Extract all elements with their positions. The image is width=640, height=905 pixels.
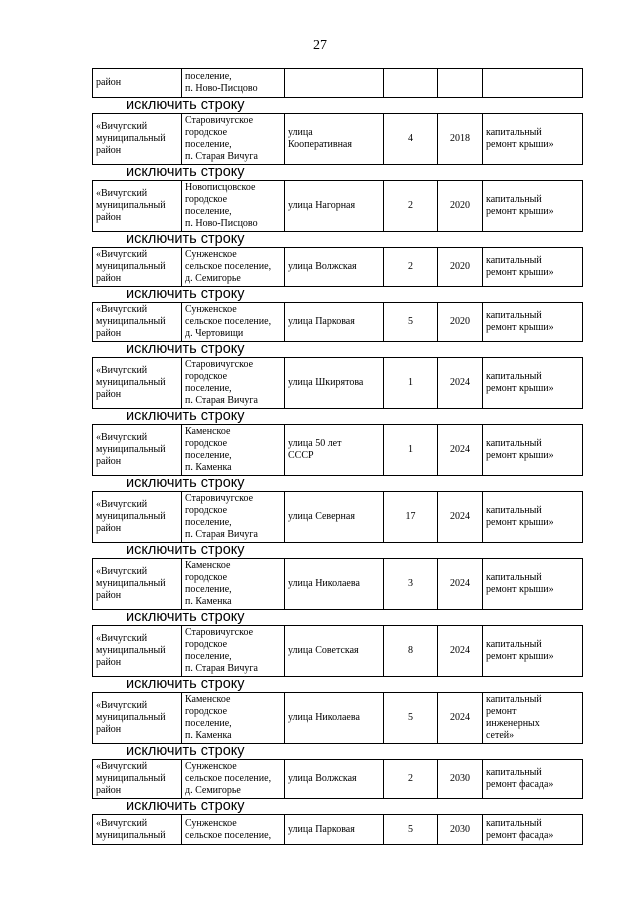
work-type-cell-line: ремонт крыши» (486, 206, 554, 217)
year-cell-line: 2024 (450, 578, 470, 589)
street-cell-line: улица Нагорная (288, 200, 356, 211)
settlement-cell-line: Сунженское (185, 249, 237, 260)
settlement-cell-line: городское (185, 639, 228, 650)
settlement-cell-line: п. Каменка (185, 730, 232, 741)
exclude-row-caption: исключить строку (126, 97, 245, 113)
settlement-cell-line: поселение, (185, 383, 232, 394)
year-cell (438, 181, 483, 232)
street-cell-line: улица 50 лет (288, 438, 342, 449)
settlement-cell (182, 69, 285, 98)
year-cell (438, 69, 483, 98)
house-number-cell (384, 303, 438, 342)
table-row (92, 759, 583, 799)
street-cell-line: улица Советская (288, 645, 359, 656)
street-cell (285, 181, 384, 232)
settlement-cell-line: городское (185, 371, 228, 382)
settlement-cell-line: поселение, (185, 450, 232, 461)
settlement-cell-line: городское (185, 706, 228, 717)
district-cell (93, 425, 182, 476)
work-type-cell (483, 626, 583, 677)
work-type-cell-line: ремонт крыши» (486, 584, 554, 595)
settlement-cell-line: д. Семигорье (185, 273, 241, 284)
street-cell (285, 626, 384, 677)
district-cell-line: «Вичугский (96, 817, 148, 829)
district-cell (93, 358, 182, 409)
work-type-cell-line: ремонт фасада» (486, 829, 554, 841)
street-cell (285, 69, 384, 98)
year-cell (438, 358, 483, 409)
table-row (92, 625, 583, 677)
district-cell (93, 693, 182, 744)
settlement-cell-line: городское (185, 127, 228, 138)
district-cell (93, 626, 182, 677)
settlement-cell-line: п. Каменка (185, 596, 232, 607)
district-cell-line: муниципальный (96, 316, 166, 327)
work-type-cell-line: ремонт (486, 706, 517, 717)
settlement-cell (182, 693, 285, 744)
year-cell (438, 693, 483, 744)
work-type-cell-line: ремонт крыши» (486, 517, 554, 528)
exclude-row-caption: исключить строку (126, 798, 245, 814)
settlement-cell-line: городское (185, 505, 228, 516)
district-cell-line: «Вичугский (96, 700, 148, 711)
year-cell-line: 2030 (450, 773, 470, 784)
year-cell (438, 114, 483, 165)
work-type-cell (483, 303, 583, 342)
settlement-cell-line: поселение, (185, 206, 232, 217)
street-cell (285, 815, 384, 845)
district-cell-line: «Вичугский (96, 566, 148, 577)
settlement-cell-line: п. Старая Вичуга (185, 395, 258, 406)
house-number-cell (384, 114, 438, 165)
exclude-row-caption: исключить строку (126, 609, 245, 625)
exclude-row-caption: исключить строку (126, 164, 245, 180)
year-cell (438, 760, 483, 799)
house-number-cell (384, 815, 438, 845)
settlement-cell-line: сельское поселение, (185, 829, 272, 841)
settlement-cell-line: д. Чертовищи (185, 328, 244, 339)
settlement-cell (182, 181, 285, 232)
settlement-cell-line: п. Старая Вичуга (185, 529, 258, 540)
work-type-cell-line: ремонт крыши» (486, 450, 554, 461)
district-cell (93, 248, 182, 287)
settlement-cell (182, 248, 285, 287)
work-type-cell-line: ремонт крыши» (486, 383, 554, 394)
district-cell-line: район (96, 273, 122, 284)
work-type-cell-line: ремонт крыши» (486, 322, 554, 333)
table-row (92, 68, 583, 98)
district-cell-line: муниципальный (96, 133, 166, 144)
district-cell (93, 559, 182, 610)
house-number-cell-line: 2 (408, 261, 413, 272)
district-cell-line: район (96, 590, 122, 601)
street-cell (285, 248, 384, 287)
work-type-cell-line: капитальный (486, 639, 542, 650)
house-number-cell-line: 5 (408, 316, 413, 327)
district-cell-line: «Вичугский (96, 304, 148, 315)
work-type-cell-line: капитальный (486, 194, 542, 205)
settlement-cell-line: Старовичугское (185, 493, 254, 504)
exclude-row-caption: исключить строку (126, 475, 245, 491)
street-cell (285, 425, 384, 476)
work-type-cell (483, 815, 583, 845)
year-cell-line: 2024 (450, 511, 470, 522)
house-number-cell-line: 5 (408, 712, 413, 723)
year-cell (438, 815, 483, 845)
settlement-cell (182, 559, 285, 610)
house-number-cell-line: 1 (408, 444, 413, 455)
year-cell (438, 248, 483, 287)
year-cell-line: 2020 (450, 200, 470, 211)
settlement-cell-line: п. Старая Вичуга (185, 151, 258, 162)
district-cell-line: район (96, 212, 122, 223)
settlement-cell-line: сельское поселение, (185, 773, 272, 784)
house-number-cell (384, 559, 438, 610)
settlement-cell-line: Старовичугское (185, 115, 254, 126)
district-cell-line: «Вичугский (96, 432, 148, 443)
work-type-cell (483, 559, 583, 610)
house-number-cell-line: 8 (408, 645, 413, 656)
year-cell-line: 2024 (450, 645, 470, 656)
work-type-cell (483, 114, 583, 165)
house-number-cell-line: 4 (408, 133, 413, 144)
street-cell-line: улица Шкирятова (288, 377, 364, 388)
district-cell-line: муниципальный (96, 200, 166, 211)
house-number-cell (384, 69, 438, 98)
district-cell (93, 760, 182, 799)
district-cell-line: «Вичугский (96, 188, 148, 199)
district-cell-line: «Вичугский (96, 633, 148, 644)
year-cell-line: 2018 (450, 133, 470, 144)
settlement-cell-line: Каменское (185, 560, 231, 571)
district-cell (93, 181, 182, 232)
table-row (92, 180, 583, 232)
work-type-cell-line: капитальный (486, 371, 542, 382)
district-cell-line: муниципальный (96, 444, 166, 455)
table-row (92, 814, 583, 845)
year-cell (438, 303, 483, 342)
street-cell-line: Кооперативная (288, 139, 352, 150)
house-number-cell (384, 760, 438, 799)
table-row (92, 357, 583, 409)
work-type-cell-line: ремонт крыши» (486, 267, 554, 278)
street-cell (285, 303, 384, 342)
settlement-cell-line: сельское поселение, (185, 261, 272, 272)
street-cell (285, 559, 384, 610)
district-cell-line: муниципальный (96, 773, 166, 784)
house-number-cell (384, 181, 438, 232)
settlement-cell-line: Каменское (185, 694, 231, 705)
district-cell-line: район (96, 657, 122, 668)
exclude-row-caption: исключить строку (126, 676, 245, 692)
work-type-cell (483, 358, 583, 409)
work-type-cell (483, 492, 583, 543)
exclude-row-caption: исключить строку (126, 286, 245, 302)
table-row (92, 692, 583, 744)
document-body (92, 68, 583, 845)
settlement-cell-line: Каменское (185, 426, 231, 437)
settlement-cell-line: Сунженское (185, 817, 237, 829)
table-row (92, 491, 583, 543)
work-type-cell-line: капитальный (486, 310, 542, 321)
settlement-cell (182, 815, 285, 845)
settlement-cell (182, 425, 285, 476)
street-cell-line: улица Николаева (288, 578, 360, 589)
work-type-cell-line: капитальный (486, 505, 542, 516)
district-cell-line: район (96, 77, 122, 88)
settlement-cell-line: д. Семигорье (185, 785, 241, 796)
year-cell (438, 559, 483, 610)
district-cell-line: «Вичугский (96, 761, 148, 772)
page-number: 27 (313, 38, 327, 53)
house-number-cell (384, 626, 438, 677)
work-type-cell-line: инженерных (486, 718, 540, 729)
table-row (92, 424, 583, 476)
district-cell-line: «Вичугский (96, 499, 148, 510)
work-type-cell (483, 760, 583, 799)
settlement-cell-line: городское (185, 572, 228, 583)
district-cell-line: муниципальный (96, 645, 166, 656)
year-cell-line: 2024 (450, 712, 470, 723)
work-type-cell-line: капитальный (486, 767, 542, 778)
exclude-row-caption: исключить строку (126, 743, 245, 759)
work-type-cell-line: капитальный (486, 438, 542, 449)
district-cell (93, 492, 182, 543)
work-type-cell-line: капитальный (486, 572, 542, 583)
district-cell-line: муниципальный (96, 578, 166, 589)
settlement-cell-line: п. Старая Вичуга (185, 663, 258, 674)
settlement-cell-line: п. Каменка (185, 462, 232, 473)
work-type-cell (483, 693, 583, 744)
settlement-cell (182, 492, 285, 543)
year-cell-line: 2024 (450, 377, 470, 388)
year-cell (438, 492, 483, 543)
settlement-cell (182, 358, 285, 409)
house-number-cell-line: 2 (408, 200, 413, 211)
district-cell-line: «Вичугский (96, 121, 148, 132)
settlement-cell (182, 114, 285, 165)
district-cell-line: район (96, 785, 122, 796)
work-type-cell-line: ремонт крыши» (486, 651, 554, 662)
exclude-row-caption: исключить строку (126, 231, 245, 247)
table-row (92, 113, 583, 165)
year-cell-line: 2024 (450, 444, 470, 455)
settlement-cell-line: поселение, (185, 651, 232, 662)
year-cell-line: 2020 (450, 261, 470, 272)
street-cell (285, 358, 384, 409)
street-cell-line: улица Парковая (288, 823, 355, 835)
street-cell-line: СССР (288, 450, 314, 461)
work-type-cell (483, 425, 583, 476)
exclude-row-caption: исключить строку (126, 408, 245, 424)
district-cell-line: муниципальный (96, 829, 166, 841)
district-cell-line: муниципальный (96, 712, 166, 723)
settlement-cell-line: поселение, (185, 71, 232, 82)
settlement-cell-line: поселение, (185, 718, 232, 729)
settlement-cell-line: Старовичугское (185, 627, 254, 638)
work-type-cell-line: капитальный (486, 694, 542, 705)
settlement-cell-line: п. Ново-Писцово (185, 218, 258, 229)
district-cell-line: район (96, 523, 122, 534)
district-cell (93, 69, 182, 98)
house-number-cell-line: 17 (405, 511, 416, 522)
district-cell (93, 114, 182, 165)
settlement-cell-line: городское (185, 438, 228, 449)
work-type-cell-line: ремонт крыши» (486, 139, 554, 150)
district-cell-line: муниципальный (96, 511, 166, 522)
district-cell-line: муниципальный (96, 261, 166, 272)
work-type-cell-line: сетей» (486, 730, 515, 741)
house-number-cell-line: 2 (408, 773, 413, 784)
house-number-cell-line: 5 (408, 823, 413, 835)
street-cell-line: улица (288, 127, 313, 138)
settlement-cell-line: п. Ново-Писцово (185, 83, 258, 94)
work-type-cell-line: капитальный (486, 255, 542, 266)
work-type-cell-line: ремонт фасада» (486, 779, 554, 790)
house-number-cell (384, 248, 438, 287)
street-cell-line: улица Северная (288, 511, 355, 522)
settlement-cell (182, 760, 285, 799)
settlement-cell-line: Сунженское (185, 304, 237, 315)
work-type-cell (483, 181, 583, 232)
street-cell-line: улица Николаева (288, 712, 360, 723)
district-cell-line: район (96, 328, 122, 339)
year-cell-line: 2020 (450, 316, 470, 327)
street-cell (285, 760, 384, 799)
house-number-cell (384, 425, 438, 476)
year-cell (438, 626, 483, 677)
settlement-cell-line: сельское поселение, (185, 316, 272, 327)
district-cell-line: «Вичугский (96, 365, 148, 376)
settlement-cell-line: поселение, (185, 139, 232, 150)
house-number-cell (384, 358, 438, 409)
street-cell-line: улица Парковая (288, 316, 355, 327)
year-cell (438, 425, 483, 476)
house-number-cell-line: 3 (408, 578, 413, 589)
district-cell-line: район (96, 389, 122, 400)
work-type-cell (483, 69, 583, 98)
district-cell (93, 303, 182, 342)
district-cell-line: район (96, 456, 122, 467)
district-cell-line: район (96, 724, 122, 735)
table-row (92, 558, 583, 610)
table-row (92, 247, 583, 287)
settlement-cell (182, 626, 285, 677)
street-cell (285, 492, 384, 543)
street-cell (285, 114, 384, 165)
settlement-cell-line: городское (185, 194, 228, 205)
house-number-cell (384, 492, 438, 543)
settlement-cell-line: Старовичугское (185, 359, 254, 370)
settlement-cell-line: Сунженское (185, 761, 237, 772)
work-type-cell-line: капитальный (486, 127, 542, 138)
house-number-cell-line: 1 (408, 377, 413, 388)
year-cell-line: 2030 (450, 823, 470, 835)
exclude-row-caption: исключить строку (126, 341, 245, 357)
district-cell-line: «Вичугский (96, 249, 148, 260)
district-cell-line: муниципальный (96, 377, 166, 388)
house-number-cell (384, 693, 438, 744)
exclude-row-caption: исключить строку (126, 542, 245, 558)
street-cell-line: улица Волжская (288, 261, 357, 272)
street-cell (285, 693, 384, 744)
work-type-cell (483, 248, 583, 287)
district-cell-line: район (96, 145, 122, 156)
settlement-cell (182, 303, 285, 342)
table-row (92, 302, 583, 342)
settlement-cell-line: Новописцовское (185, 182, 256, 193)
street-cell-line: улица Волжская (288, 773, 357, 784)
district-cell (93, 815, 182, 845)
settlement-cell-line: поселение, (185, 584, 232, 595)
settlement-cell-line: поселение, (185, 517, 232, 528)
work-type-cell-line: капитальный (486, 817, 542, 829)
